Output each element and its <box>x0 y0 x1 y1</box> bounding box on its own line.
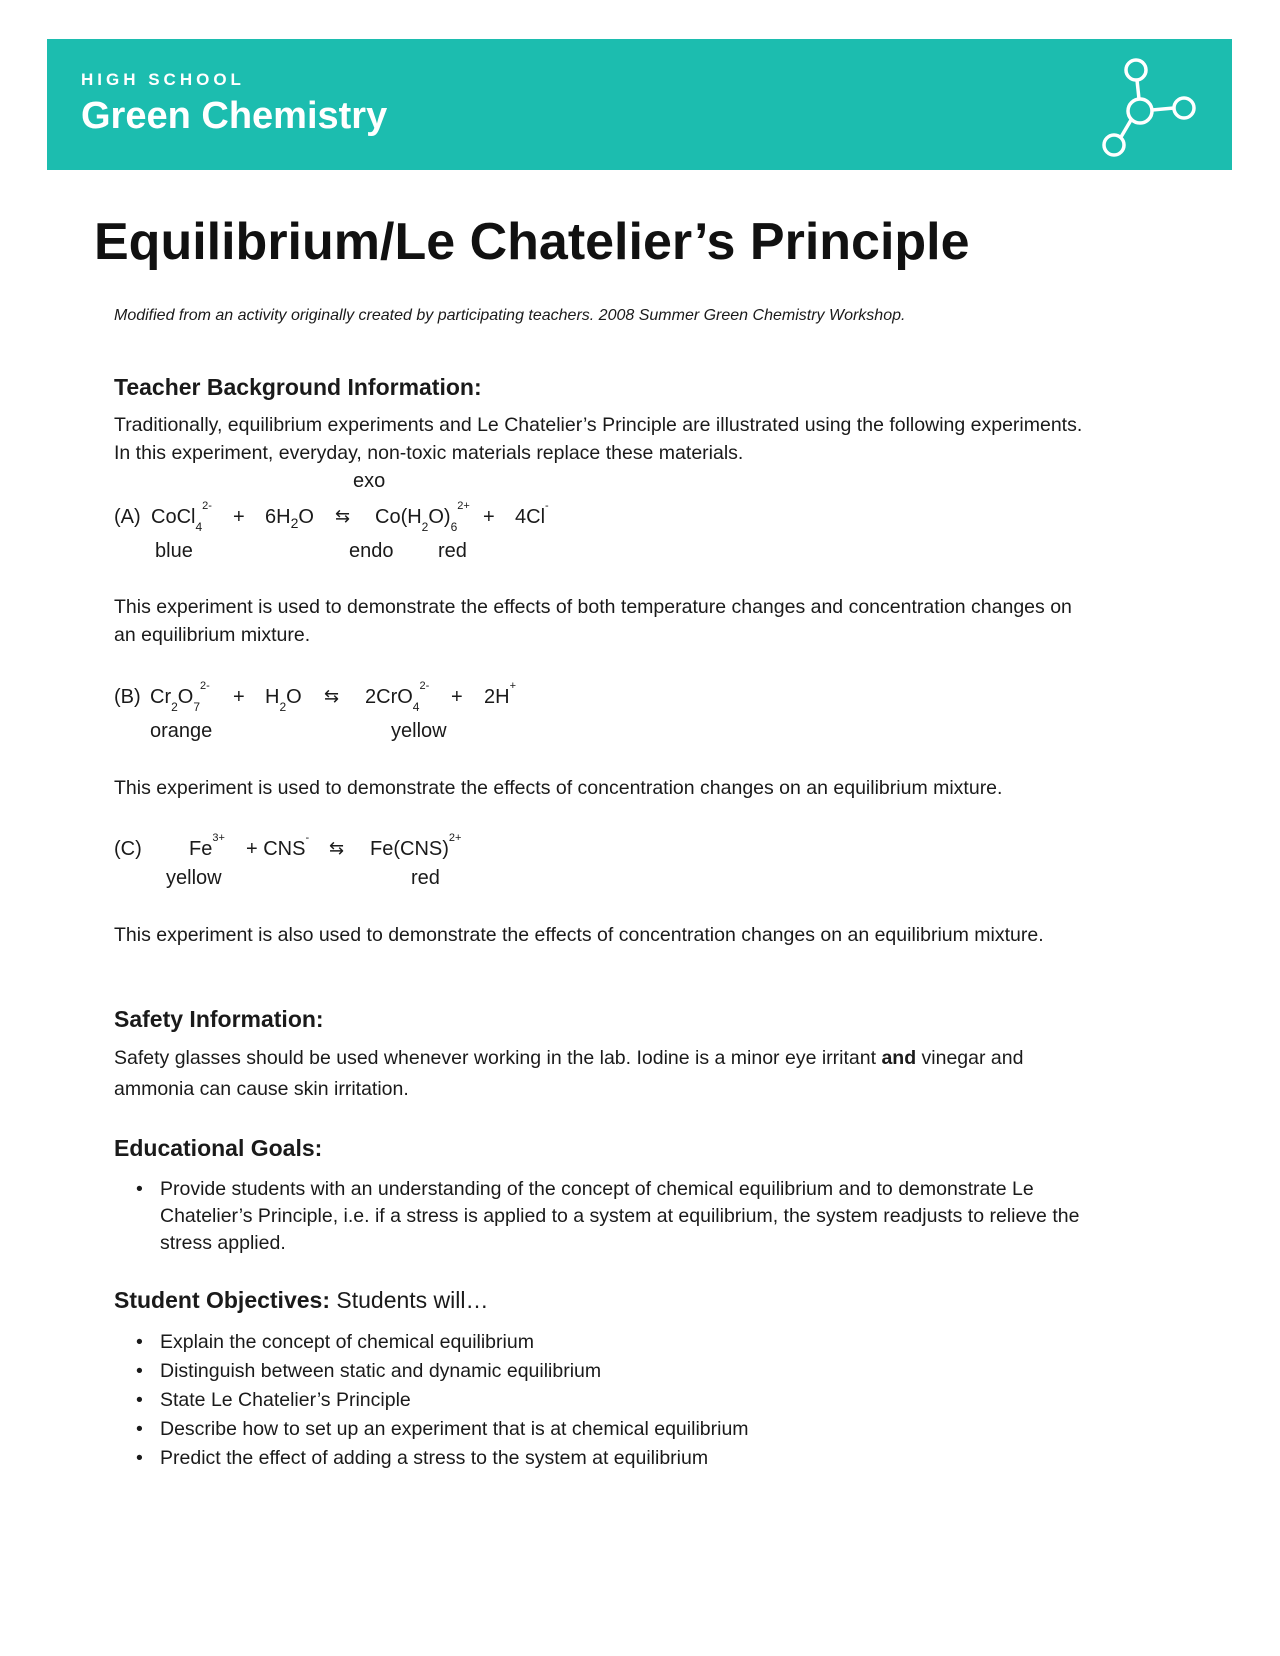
objectives-heading: Student Objectives: Students will… <box>114 1287 489 1313</box>
color-yellow-label: yellow <box>391 720 447 742</box>
text-c: This experiment is also used to demonstrate the effects of concentration changes on an equilibrium mixture. <box>114 924 1044 946</box>
plus-sign: + <box>483 506 495 528</box>
header-banner <box>47 39 1232 170</box>
product-chloride: 4Cl- <box>515 500 549 528</box>
list-item: • Provide students with an understanding of the concept of chemical equilibrium and to demonstrate Le Chatelier’s Principle, i.e. if a stress is applied to a system at equilibrium, the system readjusts to relieve the stress applied. <box>114 1176 1114 1257</box>
equilibrium-arrow: ⇆ <box>329 838 345 858</box>
molecule-icon <box>1098 57 1198 157</box>
color-red-label: red <box>438 540 467 562</box>
list-item: • State Le Chatelier’s Principle <box>114 1386 1104 1415</box>
exo-label: exo <box>353 470 386 492</box>
product-chromate: 2CrO$_4^{2-}$ <box>365 680 430 714</box>
color-orange-label: orange <box>150 720 213 742</box>
product-iron-thiocyanate: Fe(CNS)$^{2+}$ <box>370 832 462 860</box>
list-item: • Describe how to set up an experiment that is at chemical equilibrium <box>114 1415 1104 1444</box>
reactant-water: $6H_2O$ <box>265 506 314 531</box>
color-red-label: red <box>411 867 440 889</box>
background-heading: Teacher Background Information: <box>114 374 482 400</box>
endo-label: endo <box>349 540 394 562</box>
plus-sign: + <box>451 686 463 708</box>
text-a: This experiment is used to demonstrate the effects of both temperature changes and concentration changes on an equilibrium mixture. <box>114 596 1072 646</box>
reactant-thiocyanate: + CNS- <box>246 832 310 860</box>
product-cobalt-complex: $Co(H_2O)_6^{2+}$ <box>375 500 470 534</box>
list-item: • Predict the effect of adding a stress to the system at equilibrium <box>114 1444 1104 1473</box>
color-blue-label: blue <box>155 540 193 562</box>
objectives-list <box>114 1328 1104 1473</box>
credit-note: Modified from an activity originally created by participating teachers. 2008 Summer Green Chemistry Workshop. <box>114 307 906 324</box>
goals-heading: Educational Goals: <box>114 1135 323 1161</box>
safety-text: Safety glasses should be used whenever working in the lab. Iodine is a minor eye irritant and vinegar and ammonia can cause skin irritation. <box>114 1047 1024 1100</box>
reactant-iron-ion: $Fe^{3+}$ <box>189 832 225 860</box>
plus-sign: + <box>233 686 245 708</box>
safety-heading: Safety Information: <box>114 1006 324 1032</box>
color-yellow-label: yellow <box>166 867 222 889</box>
product-hydrogen-ion: 2H+ <box>484 680 517 708</box>
reaction-a-label: (A) <box>114 506 141 528</box>
page-title: Equilibrium/Le Chatelier’s Principle <box>94 213 970 271</box>
header-small-label: HIGH SCHOOL <box>81 70 245 89</box>
background-intro: Traditionally, equilibrium experiments and Le Chatelier’s Principle are illustrated using the following experiments. In this experiment, everyday, non-toxic materials replace these materials. <box>114 414 1083 464</box>
reactant-water: $H_2O$ <box>265 686 302 714</box>
equilibrium-arrow: ⇆ <box>324 686 340 706</box>
reaction-c-label: (C) <box>114 838 142 860</box>
text-b: This experiment is used to demonstrate the effects of concentration changes on an equilibrium mixture. <box>114 777 1003 799</box>
header-title: Green Chemistry <box>81 95 388 137</box>
list-item: • Explain the concept of chemical equilibrium <box>114 1328 1104 1357</box>
reactant-dichromate: $Cr_2O_7^{2-}$ <box>150 680 210 714</box>
equilibrium-arrow: ⇆ <box>335 506 351 526</box>
list-item: • Distinguish between static and dynamic equilibrium <box>114 1357 1104 1386</box>
plus-sign: + <box>233 506 245 528</box>
reaction-b-label: (B) <box>114 686 141 708</box>
goals-list <box>114 1176 1114 1257</box>
reactant-cocl4: CoCl$_4^{2-}$ <box>151 500 212 534</box>
